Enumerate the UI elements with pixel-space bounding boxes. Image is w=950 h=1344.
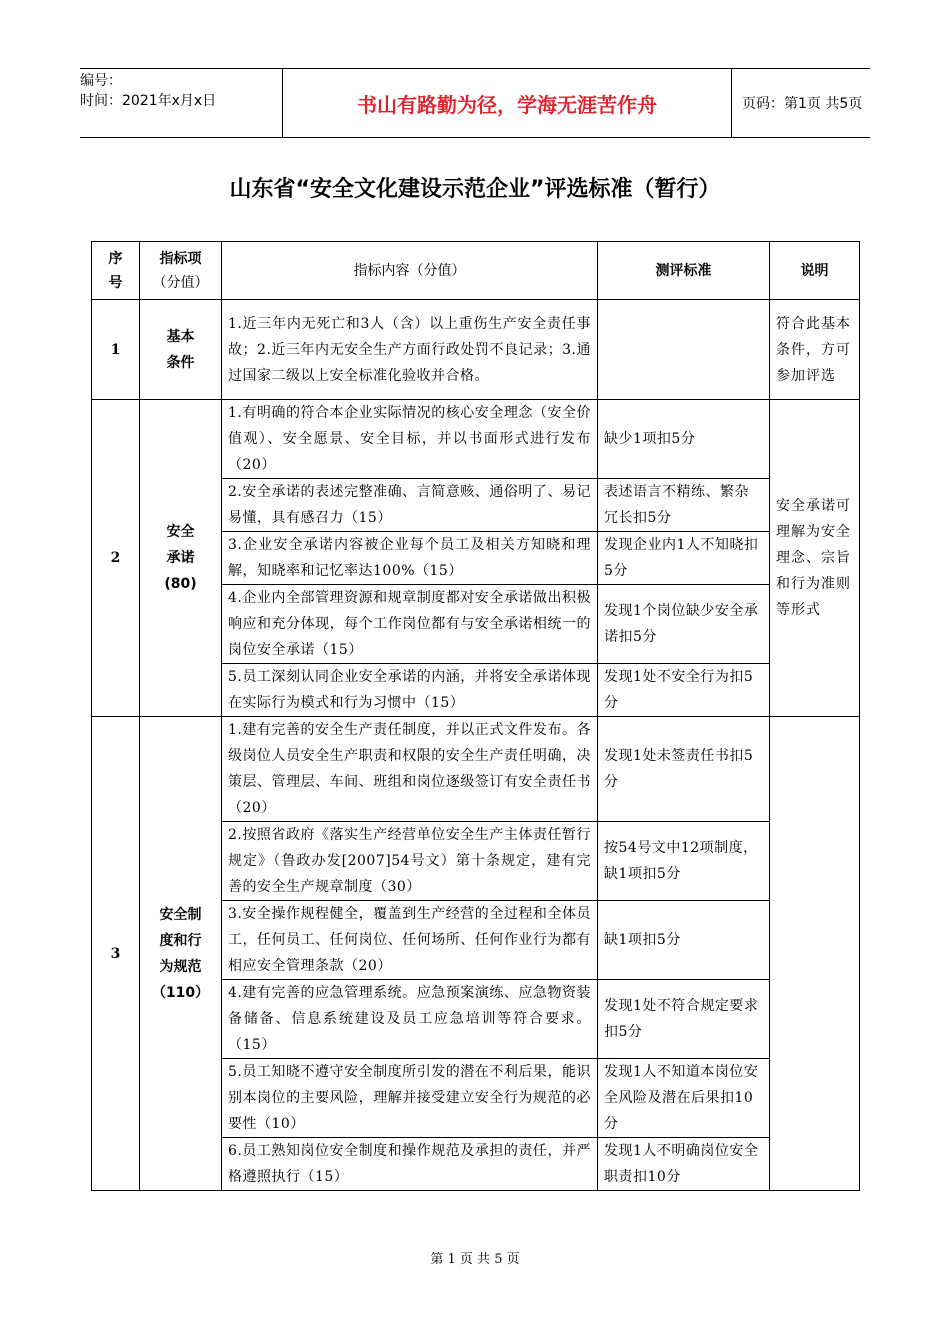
number-label: 编号： bbox=[80, 73, 122, 89]
cell-item-line: 安全制 bbox=[159, 906, 202, 923]
cell-eval: 缺少1项扣5分 bbox=[598, 400, 770, 479]
cell-item-line: 条件 bbox=[166, 354, 195, 371]
cell-item-line: （110） bbox=[151, 984, 210, 1001]
cell-item-line: (80) bbox=[164, 576, 197, 592]
cell-content: 3.安全操作规程健全，覆盖到生产经营的全过程和全体员工，任何员工、任何岗位、任何场所、任何作业行为都有相应安全管理条款（20） bbox=[222, 901, 598, 980]
cell-eval: 按54号文中12项制度，缺1项扣5分 bbox=[598, 822, 770, 901]
criteria-table bbox=[91, 241, 860, 1191]
cell-eval: 缺1项扣5分 bbox=[598, 901, 770, 980]
cell-item-line: 安全 bbox=[166, 524, 195, 540]
cell-content: 4.建有完善的应急管理系统。应急预案演练、应急物资装备储备、信息系统建设及员工应急培训等符合要求。（15） bbox=[222, 980, 598, 1059]
cell-no: 2 bbox=[92, 400, 140, 717]
cell-content: 3.企业安全承诺内容被企业每个员工及相关方知晓和理解，知晓率和记忆率达100%（15） bbox=[222, 532, 598, 585]
header-meta bbox=[80, 69, 282, 139]
cell-eval: 发现1人不知道本岗位安全风险及潜在后果扣10分 bbox=[598, 1059, 770, 1138]
table-row bbox=[92, 717, 860, 822]
cell-content: 5.员工深刻认同企业安全承诺的内涵，并将安全承诺体现在实际行为模式和行为习惯中（15） bbox=[222, 664, 598, 717]
cell-item bbox=[140, 717, 222, 1191]
cell-item bbox=[140, 300, 222, 400]
document-header bbox=[80, 68, 870, 138]
header-note: 说明 bbox=[770, 242, 860, 300]
cell-item-line: 度和行 bbox=[159, 932, 202, 949]
document-title: 山东省“安全文化建设示范企业”评选标准（暂行） bbox=[229, 177, 721, 202]
cell-eval: 表述语言不精练、繁杂冗长扣5分 bbox=[598, 479, 770, 532]
header-no: 序 号 bbox=[92, 242, 140, 300]
cell-eval: 发现1个岗位缺少安全承诺扣5分 bbox=[598, 585, 770, 664]
cell-content: 4.企业内全部管理资源和规章制度都对安全承诺做出积极响应和充分体现，每个工作岗位都有与安全承诺相统一的岗位安全承诺（15） bbox=[222, 585, 598, 664]
header-content: 指标内容（分值） bbox=[222, 242, 598, 300]
table-row bbox=[92, 400, 860, 479]
cell-item-line: 承诺 bbox=[166, 550, 195, 566]
cell-content: 5.员工知晓不遵守安全制度所引发的潜在不利后果，能识别本岗位的主要风险，理解并接受建立安全行为规范的必要性（10） bbox=[222, 1059, 598, 1138]
cell-content: 2.按照省政府《落实生产经营单位安全生产主体责任暂行规定》（鲁政办发[2007]54号文）第十条规定，建有完善的安全生产规章制度（30） bbox=[222, 822, 598, 901]
table-header-row bbox=[92, 242, 860, 300]
cell-no: 3 bbox=[92, 717, 140, 1191]
cell-content: 6.员工熟知岗位安全制度和操作规范及承担的责任，并严格遵照执行（15） bbox=[222, 1138, 598, 1191]
cell-note: 安全承诺可理解为安全理念、宗旨和行为准则等形式 bbox=[770, 400, 860, 717]
header-eval: 测评标准 bbox=[598, 242, 770, 300]
table-row bbox=[92, 300, 860, 400]
cell-eval: 发现1处不安全行为扣5分 bbox=[598, 664, 770, 717]
cell-eval bbox=[598, 300, 770, 400]
cell-eval: 发现1人不明确岗位安全职责扣10分 bbox=[598, 1138, 770, 1191]
header-page-info: 页码：第1页 共5页 bbox=[742, 96, 863, 112]
header-motto: 书山有路勤为径，学海无涯苦作舟 bbox=[282, 69, 732, 137]
cell-content: 1.建有完善的安全生产责任制度，并以正式文件发布。各级岗位人员安全生产职责和权限的安全生产责任明确，决策层、管理层、车间、班组和岗位逐级签订有安全责任书（20） bbox=[222, 717, 598, 822]
cell-item bbox=[140, 400, 222, 717]
cell-eval: 发现1处不符合规定要求扣5分 bbox=[598, 980, 770, 1059]
cell-eval: 发现1处未签责任书扣5分 bbox=[598, 717, 770, 822]
header-item: 指标项 （分值） bbox=[140, 242, 222, 300]
cell-eval: 发现企业内1人不知晓扣5分 bbox=[598, 532, 770, 585]
cell-item-line: 基本 bbox=[166, 328, 195, 345]
cell-item-line: 为规范 bbox=[159, 958, 202, 975]
cell-content: 1.有明确的符合本企业实际情况的核心安全理念（安全价值观）、安全愿景、安全目标，并以书面形式进行发布（20） bbox=[222, 400, 598, 479]
time-label: 时间：2021年x月x日 bbox=[80, 93, 217, 109]
page-footer: 第 1 页 共 5 页 bbox=[430, 1252, 520, 1267]
cell-no: 1 bbox=[92, 300, 140, 400]
cell-content: 2.安全承诺的表述完整准确、言简意赅、通俗明了、易记易懂，具有感召力（15） bbox=[222, 479, 598, 532]
cell-content: 1.近三年内无死亡和3人（含）以上重伤生产安全责任事故；2.近三年内无安全生产方面行政处罚不良记录；3.通过国家二级以上安全标准化验收并合格。 bbox=[222, 300, 598, 400]
cell-note: 符合此基本条件，方可参加评选 bbox=[770, 300, 860, 400]
cell-note bbox=[770, 717, 860, 1191]
